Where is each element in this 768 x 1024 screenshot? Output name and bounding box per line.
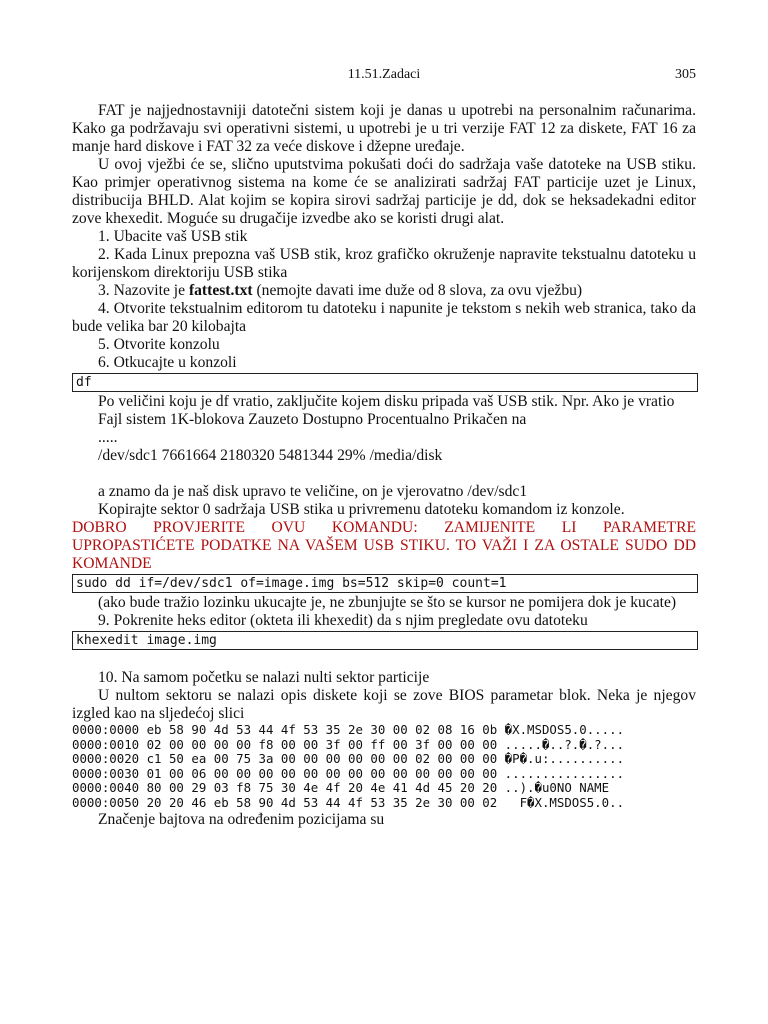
- intro-paragraph: FAT je najjednostavniji datotečni sistem koji je danas u upotrebi na personalnim računarima. Kako ga podržavaju svi operativni sistemi, u upotrebi je u tri verzije FAT 12 za diskete, FAT 16 za manje hard diskove i FAT 32 za veće diskove i džepne uređaje.: [72, 102, 696, 155]
- step-1: 1. Ubacite vaš USB stik: [98, 228, 248, 245]
- bpb-paragraph: U nultom sektoru se nalazi opis diskete koji se zove BIOS parametar blok. Neka je njegov izgled kao na sljedećoj slici: [72, 687, 696, 722]
- page-header: [72, 66, 696, 86]
- hexdump-line: 0000:0020 c1 50 ea 00 75 3a 00 00 00 00 00 00 02 00 00 00 �P�.u:..........: [72, 751, 625, 767]
- step-3-filename: fattest.txt: [188, 282, 253, 299]
- step-5: 5. Otvorite konzolu: [98, 336, 220, 353]
- spacer: [72, 651, 696, 669]
- meaning-paragraph: Značenje bajtova na određenim pozicijama su: [98, 810, 385, 828]
- exercise-paragraph: U ovoj vježbi će se, slično uputstvima pokušati doći do sadržaja vaše datoteke na USB stiku. Kao primjer operativnog sistema na kome će se analizirati sadržaj FAT particije uzet je Linux, distribucija BHLD. Alat kojim se kopira sirovi sadržaj particije je dd, dok se heksadekadni editor zove khexedit. Moguće su drugačije izvedbe ako se koristi drugi alat.: [72, 156, 696, 227]
- hexdump-line: 0000:0040 80 00 29 03 f8 75 30 4e 4f 20 4e 41 4d 45 20 20 ..).�u0NO NAME: [72, 780, 610, 796]
- warning-line-2: UPROPASTIĆETE PODATKE NA VAŠEM USB STIKU. TO VAŽI I ZA OSTALE SUDO DD KOMANDE: [72, 537, 696, 572]
- step-4: 4. Otvorite tekstualnim editorom tu datoteku i napunite je tekstom s nekih web stranica, tako da bude velika bar 20 kilobajta: [72, 300, 696, 335]
- step-9: 9. Pokrenite heks editor (okteta ili khexedit) da s njim pregledate ovu datoteku: [98, 612, 588, 629]
- df-explanation: Po veličini koju je df vratio, zaključite kojem disku pripada vaš USB stik. Npr. Ako je vratio: [98, 393, 675, 410]
- hexdump-block: [72, 723, 696, 811]
- step-3-prefix: 3. Nazovite je: [98, 282, 189, 299]
- command-dd: sudo dd if=/dev/sdc1 of=image.img bs=512 skip=0 count=1: [72, 574, 698, 593]
- step-6: 6. Otkucajte u konzoli: [98, 354, 237, 371]
- warning-line-1: DOBRO PROVJERITE OVU KOMANDU: ZAMIJENITE LI PARAMETRE: [72, 519, 696, 536]
- hexdump-line: 0000:0030 01 00 06 00 00 00 00 00 00 00 00 00 00 00 00 00 ................: [72, 765, 625, 781]
- sdc1-paragraph: a znamo da je naš disk upravo te veličine, on je vjerovatno /dev/sdc1: [98, 483, 528, 500]
- df-output-header: Fajl sistem 1K-blokova Zauzeto Dostupno Procentualno Prikačen na: [98, 411, 527, 428]
- df-output-row: /dev/sdc1 7661664 2180320 5481344 29% /media/disk: [98, 447, 443, 464]
- step-3-suffix: (nemojte davati ime duže od 8 slova, za ovu vježbu): [252, 282, 583, 299]
- hexdump-line: 0000:0050 20 20 46 eb 58 90 4d 53 44 4f 53 35 2e 30 00 02 F�X.MSDOS5.0..: [72, 794, 625, 810]
- step-3: [72, 282, 696, 300]
- hexdump-line: 0000:0010 02 00 00 00 00 f8 00 00 3f 00 ff 00 3f 00 00 00 .....�..?.�.?...: [72, 736, 625, 752]
- password-note: (ako bude tražio lozinku ukucajte je, ne zbunjujte se što se kursor ne pomijera dok je kucate): [98, 594, 677, 611]
- copy-paragraph: Kopirajte sektor 0 sadržaja USB stika u privremenu datoteku komandom iz konzole.: [98, 501, 625, 518]
- spacer: [72, 465, 696, 483]
- step-10: 10. Na samom početku se nalazi nulti sektor particije: [98, 669, 430, 686]
- hexdump-line: 0000:0000 eb 58 90 4d 53 44 4f 53 35 2e 30 00 02 08 16 0b �X.MSDOS5.0.....: [72, 722, 625, 737]
- page-number: 305: [675, 67, 696, 82]
- df-output-dots: .....: [98, 429, 118, 446]
- command-khexedit: khexedit image.img: [72, 631, 698, 650]
- section-title: 11.51.Zadaci: [347, 67, 421, 82]
- step-2: 2. Kada Linux prepozna vaš USB stik, kroz grafičko okruženje napravite tekstualnu datoteku u korijenskom direktoriju USB stika: [72, 246, 696, 281]
- command-df: df: [72, 373, 698, 392]
- page-body: [72, 102, 696, 829]
